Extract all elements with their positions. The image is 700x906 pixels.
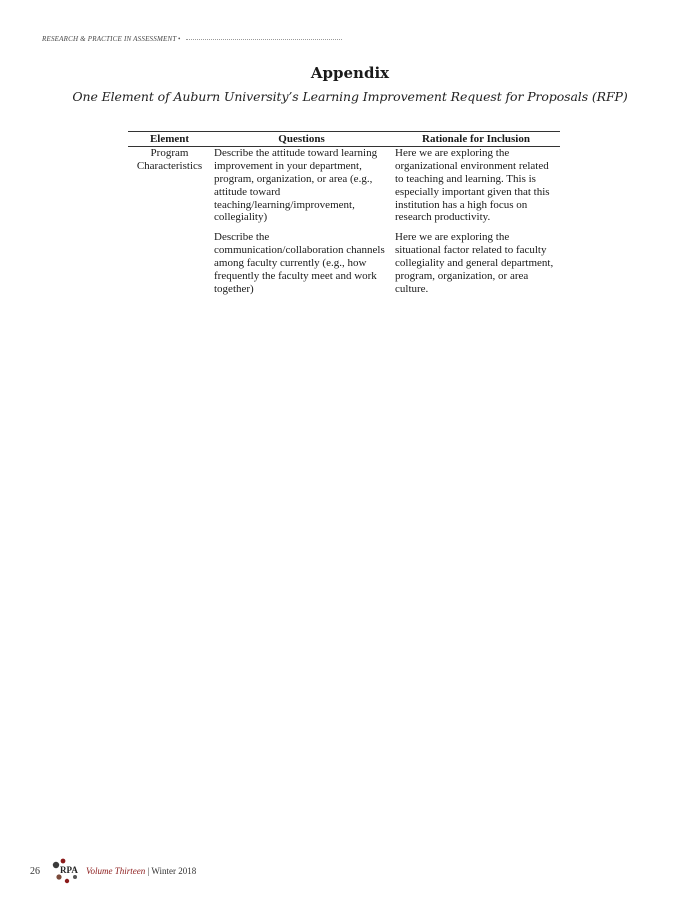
rfp-table — [128, 131, 560, 296]
running-head: RESEARCH & PRACTICE IN ASSESSMENT — [42, 35, 177, 43]
header-questions: Questions — [211, 132, 392, 147]
issue-label: Winter 2018 — [151, 866, 197, 876]
dotted-rule — [186, 39, 342, 40]
volume-label: Volume Thirteen — [86, 866, 146, 876]
table-row — [128, 146, 560, 224]
issue-separator: | — [147, 866, 150, 876]
rpa-logo — [50, 858, 80, 884]
question-cell: Describe the communication/collaboration channels among faculty currently (e.g., how frequently the faculty meet and work together) — [214, 231, 385, 295]
appendix-subtitle: One Element of Auburn University’s Learning Improvement Request for Proposals (RFP) — [72, 89, 628, 104]
question-cell: Describe the attitude toward learning improvement in your department, program, organization, or area (e.g., attitude toward teaching/learning/improvement, collegiality) — [214, 146, 378, 224]
rationale-cell: Here we are exploring the organizational environment related to teaching and learning. This is especially important given that this institution has a high focus on research productivity. — [395, 146, 550, 224]
page-title: Appendix — [310, 64, 390, 82]
page-number: 26 — [30, 866, 40, 877]
table-header-row — [128, 132, 560, 147]
header-rationale: Rationale for Inclusion — [392, 132, 560, 147]
rationale-cell: Here we are exploring the situational factor related to faculty collegiality and general department, program, organization, or area culture. — [395, 231, 554, 295]
issue-line — [86, 866, 196, 876]
logo-text: RPA — [60, 865, 78, 875]
header-element: Element — [128, 132, 211, 147]
running-head-separator: • — [178, 35, 181, 43]
element-cell: Program Characteristics — [136, 146, 203, 172]
